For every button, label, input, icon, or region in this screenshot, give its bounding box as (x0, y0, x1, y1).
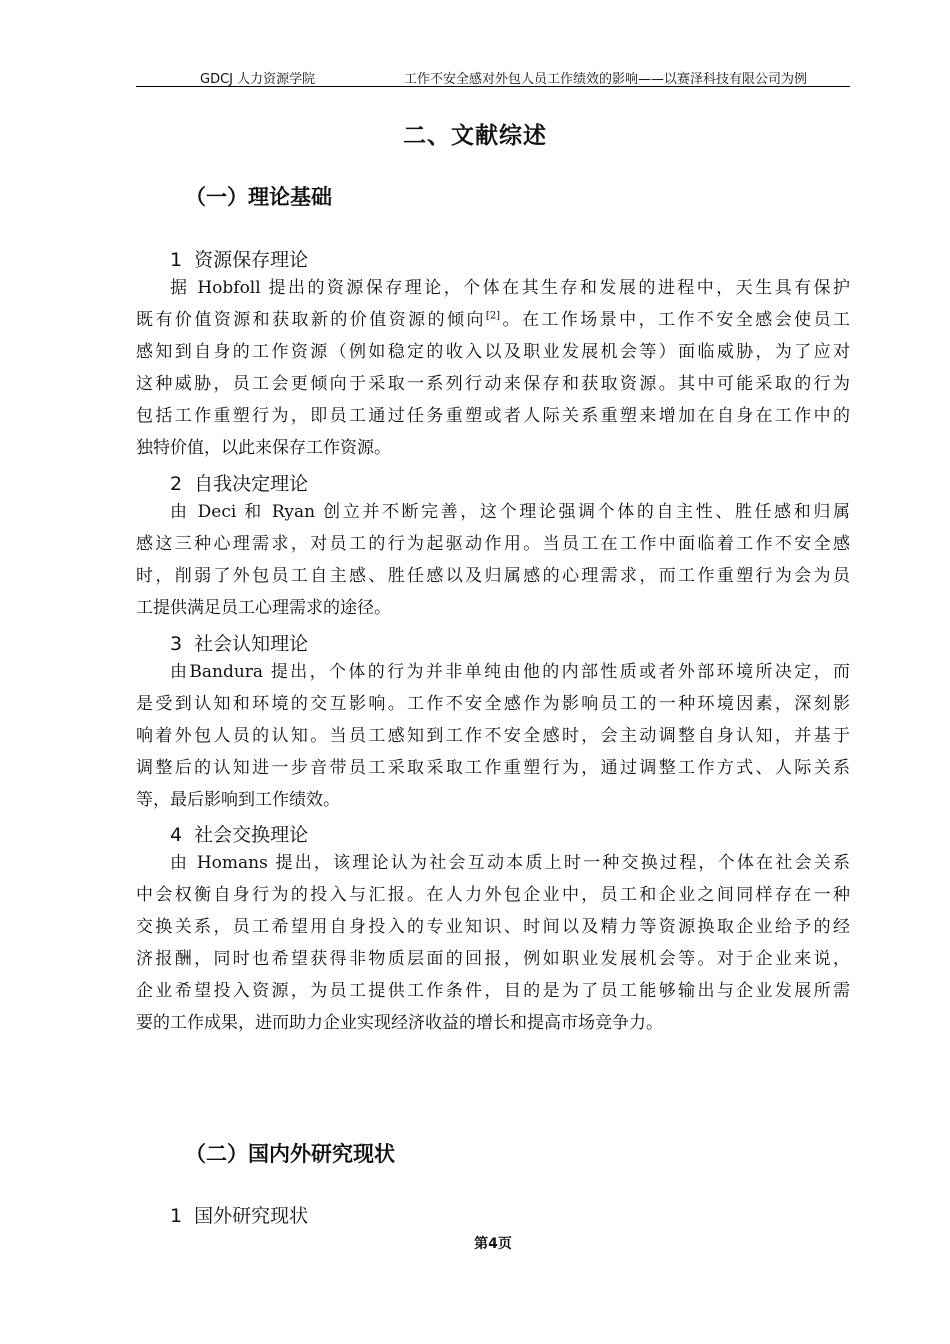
text-line (136, 304, 850, 336)
text-line: 等，最后影响到工作绩效。 (136, 790, 340, 810)
subsection-number: 3 (170, 633, 183, 655)
subsection-title: 社会交换理论 (194, 824, 309, 846)
text-span: 既有价值资源和获取新的价值资源的倾向 (136, 310, 486, 330)
subsection-heading-sct (170, 629, 308, 656)
text-line: 包括工作重塑行为，即员工通过任务重塑或者人际关系重塑来增加在自身在工作中的 (136, 406, 850, 426)
paragraph-sct-theory (136, 656, 850, 816)
text-span: 。在工作场景中，工作不安全感会使员工 (500, 310, 851, 330)
text-line: 由 Deci 和 Ryan 创立并不断完善，这个理论强调个体的自主性、胜任感和归属 (170, 502, 850, 522)
text-line: 据 Hobfoll 提出的资源保存理论，个体在其生存和发展的进程中，天生具有保护 (170, 278, 850, 298)
text-line: 企业希望投入资源，为员工提供工作条件，目的是为了员工能够输出与企业发展所需 (136, 981, 850, 1001)
text-line: 调整后的认知进一步音带员工采取采取工作重塑行为，通过调整工作方式、人际关系 (136, 758, 850, 778)
citation-ref[interactable]: [2] (485, 310, 501, 322)
subsection-number: 2 (170, 473, 183, 495)
section-title-research-status: （二）国内外研究现状 (185, 1142, 395, 1166)
chapter-title: 二、文献综述 (403, 123, 547, 149)
subsection-title: 社会认知理论 (194, 633, 309, 655)
subsection-heading-foreign (170, 1201, 308, 1228)
text-line: 是受到认知和环境的交互影响。工作不安全感作为影响员工的一种环境因素，深刻影 (136, 694, 850, 714)
text-line: 济报酬，同时也希望获得非物质层面的回报，例如职业发展机会等。对于企业来说， (136, 949, 850, 969)
subsection-heading-cor (170, 245, 308, 272)
subsection-heading-set (170, 820, 308, 847)
subsection-number: 4 (170, 824, 183, 846)
paragraph-cor-theory (136, 272, 850, 464)
subsection-title: 国外研究现状 (194, 1205, 309, 1227)
section-title-theory: （一）理论基础 (185, 185, 332, 209)
text-line: 响着外包人员的认知。当员工感知到工作不安全感时，会主动调整自身认知，并基于 (136, 726, 850, 746)
text-line: 要的工作成果，进而助力企业实现经济收益的增长和提高市场竞争力。 (136, 1013, 663, 1033)
text-line: 中会权衡自身行为的投入与汇报。在人力外包企业中，员工和企业之间同样存在一种 (136, 885, 850, 905)
header-thesis-title: 工作不安全感对外包人员工作绩效的影响——以赛泽科技有限公司为例 (404, 72, 808, 87)
paragraph-sdt-theory (136, 496, 850, 624)
text-line: 感这三种心理需求，对员工的行为起驱动作用。当员工在工作中面临着工作不安全感 (136, 534, 850, 554)
text-line: 由Bandura 提出，个体的行为并非单纯由他的内部性质或者外部环境所决定，而 (170, 662, 850, 682)
header-divider (136, 86, 850, 87)
subsection-number: 1 (170, 249, 183, 271)
subsection-title: 自我决定理论 (194, 473, 309, 495)
text-line: 工提供满足员工心理需求的途径。 (136, 598, 391, 618)
page-number: 第4页 (474, 1236, 512, 1252)
subsection-title: 资源保存理论 (194, 249, 309, 271)
text-line: 这种威胁，员工会更倾向于采取一系列行动来保存和获取资源。其中可能采取的行为 (136, 374, 850, 394)
header-college: GDCJ 人力资源学院 (200, 72, 316, 87)
paragraph-set-theory (136, 847, 850, 1039)
text-line: 独特价值，以此来保存工作资源。 (136, 438, 391, 458)
text-line: 感知到自身的工作资源（例如稳定的收入以及职业发展机会等）面临威胁，为了应对 (136, 342, 850, 362)
text-line: 由 Homans 提出，该理论认为社会互动本质上时一种交换过程，个体在社会关系 (170, 853, 850, 873)
subsection-heading-sdt (170, 469, 308, 496)
text-line: 时，削弱了外包员工自主感、胜任感以及归属感的心理需求，而工作重塑行为会为员 (136, 566, 850, 586)
text-line: 交换关系，员工希望用自身投入的专业知识、时间以及精力等资源换取企业给予的经 (136, 917, 850, 937)
subsection-number: 1 (170, 1205, 183, 1227)
